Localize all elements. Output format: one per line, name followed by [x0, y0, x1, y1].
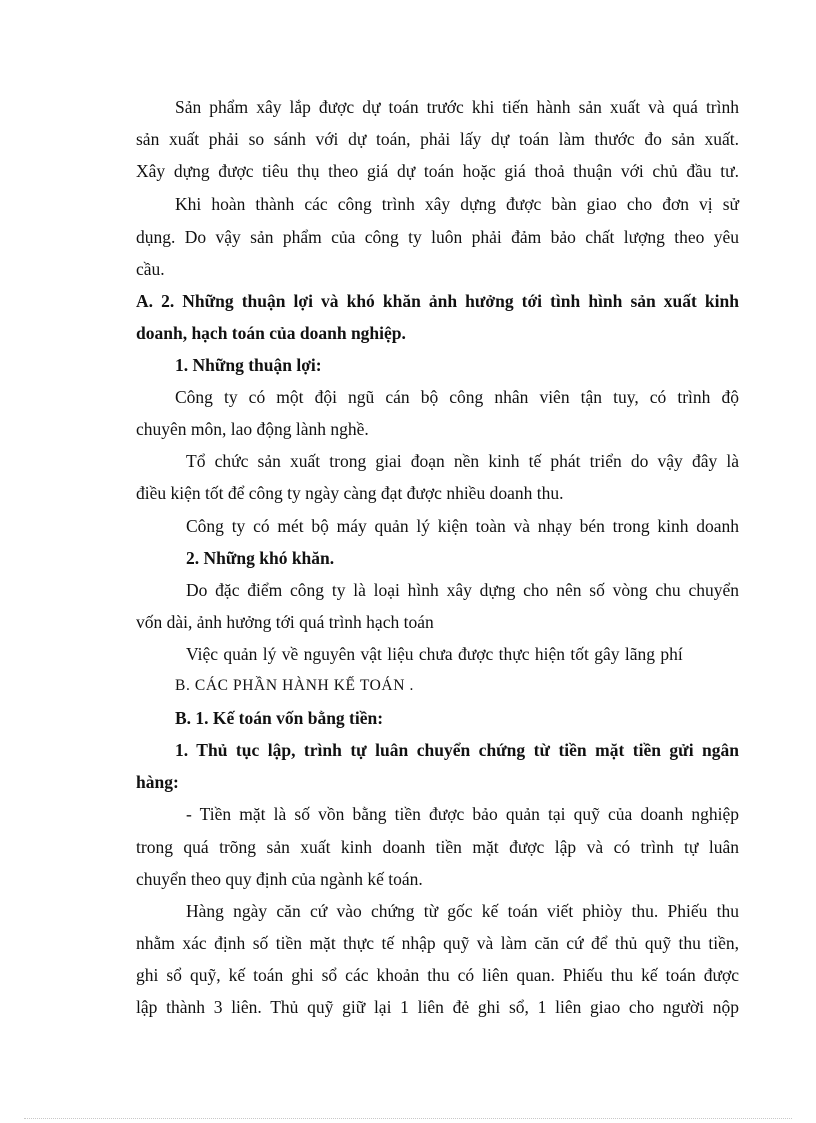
subsection-heading: 2. Những khó khăn. — [186, 548, 335, 568]
paragraph-line: ghi sổ quỹ, kế toán ghi sổ các khoản thu có liên quan. Phiếu thu kế toán được — [136, 965, 739, 985]
paragraph-line: trong quá trõng sản xuất kinh doanh tiền mặt được lập và có trình tự luân — [136, 837, 739, 857]
paragraph-line: sản xuất phải so sánh với dự toán, phải lấy dự toán làm thước đo sản xuất. — [136, 129, 739, 149]
paragraph-line: Công ty có một đội ngũ cán bộ công nhân viên tận tuy, có trình độ — [175, 387, 739, 407]
paragraph-line: điều kiện tốt để công ty ngày càng đạt được nhiều doanh thu. — [136, 483, 564, 503]
paragraph-line: cầu. — [136, 259, 165, 279]
subsection-heading: B. 1. Kế toán vốn bằng tiền: — [175, 708, 384, 728]
paragraph-line: nhằm xác định số tiền mặt thực tế nhập quỹ và làm căn cứ để thủ quỹ thu tiền, — [136, 933, 739, 953]
paragraph-line: Hàng ngày căn cứ vào chứng từ gốc kế toán viết phiòy thu. Phiếu thu — [186, 901, 739, 921]
paragraph-line: Tổ chức sản xuất trong giai đoạn nền kinh tế phát triển do vậy đây là — [186, 451, 739, 471]
subsection-heading: 1. Những thuận lợi: — [175, 355, 322, 375]
section-heading: B. CÁC PHẦN HÀNH KẾ TOÁN . — [175, 677, 414, 694]
section-heading: doanh, hạch toán của doanh nghiệp. — [136, 323, 406, 343]
section-heading: A. 2. Những thuận lợi và khó khăn ảnh hưởng tới tình hình sản xuất kinh — [136, 291, 739, 311]
paragraph-line: Công ty có mét bộ máy quản lý kiện toàn và nhạy bén trong kinh doanh — [186, 516, 739, 536]
paragraph-line: Xây dựng được tiêu thụ theo giá dự toán hoặc giá thoả thuận với chủ đầu tư. — [136, 161, 739, 181]
paragraph-line: dụng. Do vậy sản phẩm của công ty luôn phải đảm bảo chất lượng theo yêu — [136, 227, 739, 247]
paragraph-line: Khi hoàn thành các công trình xây dựng được bàn giao cho đơn vị sử — [175, 194, 739, 214]
paragraph-line: Việc quản lý về nguyên vật liệu chưa được thực hiện tốt gây lãng phí — [186, 644, 683, 664]
subsection-heading: 1. Thủ tục lập, trình tự luân chuyển chứng từ tiền mặt tiền gửi ngân — [175, 740, 739, 760]
subsection-heading: hàng: — [136, 772, 179, 792]
paragraph-line: Sản phẩm xây lắp được dự toán trước khi tiến hành sản xuất và quá trình — [175, 97, 739, 117]
page-bottom-divider — [24, 1118, 792, 1119]
paragraph-line: lập thành 3 liên. Thủ quỹ giữ lại 1 liên đẻ ghi sổ, 1 liên giao cho người nộp — [136, 997, 739, 1017]
paragraph-line: Do đặc điểm công ty là loại hình xây dựng cho nên số vòng chu chuyển — [186, 580, 739, 600]
paragraph-line: vốn dài, ảnh hưởng tới quá trình hạch toán — [136, 612, 434, 632]
paragraph-line: - Tiền mặt là số vồn bằng tiền được bảo quản tại quỹ của doanh nghiệp — [186, 804, 739, 824]
paragraph-line: chuyển theo quy định của ngành kế toán. — [136, 869, 423, 889]
paragraph-line: chuyên môn, lao động lành nghề. — [136, 419, 369, 439]
